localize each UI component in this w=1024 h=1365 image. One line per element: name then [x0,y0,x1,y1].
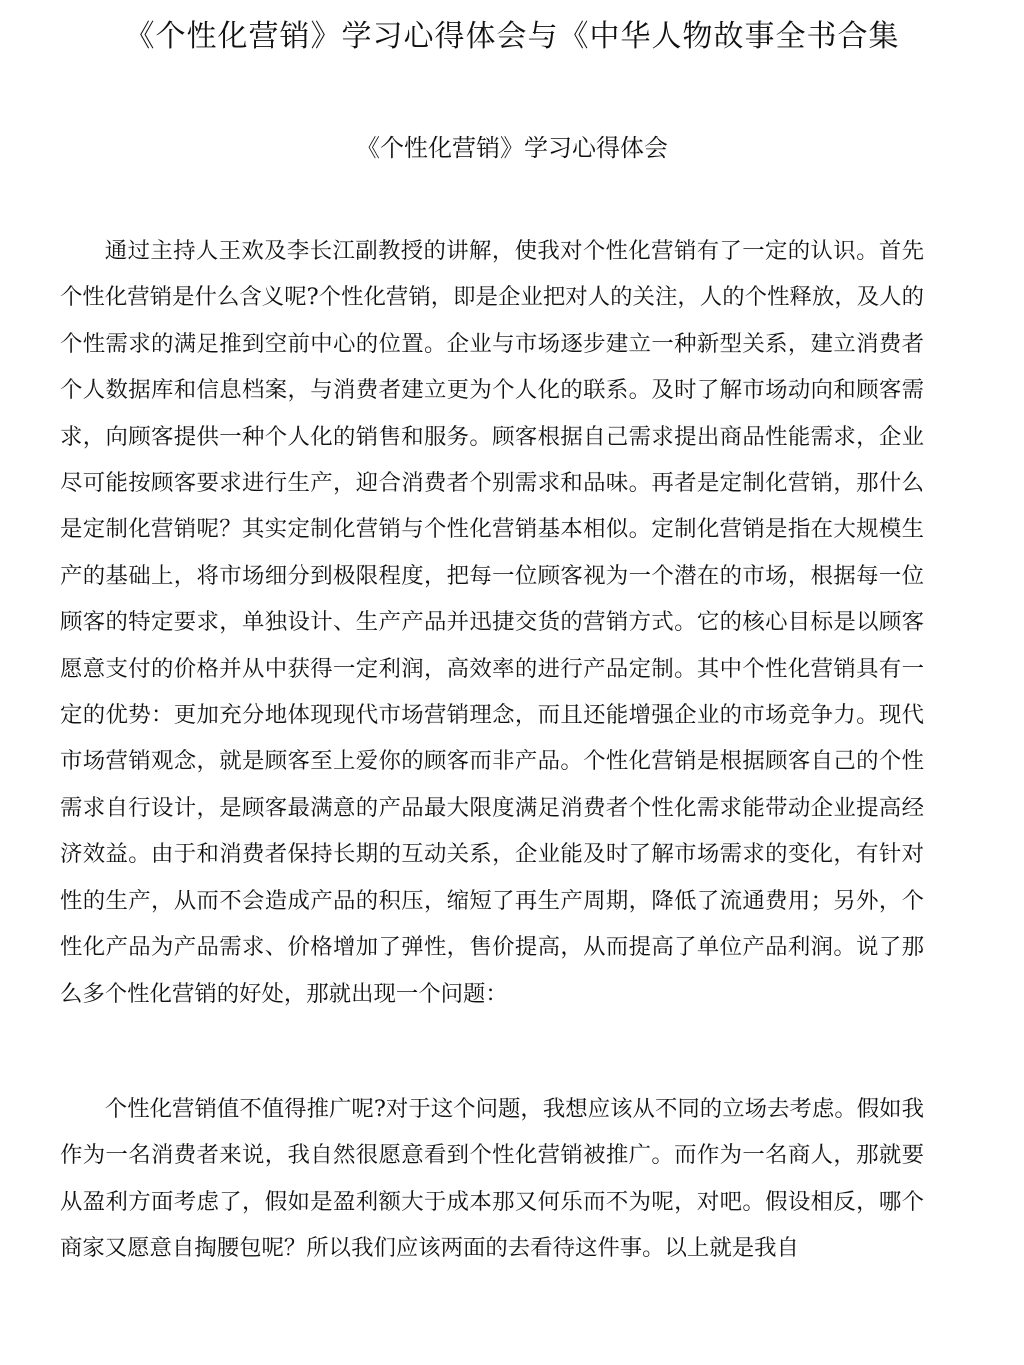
body-paragraph: 个性化营销值不值得推广呢?对于这个问题，我想应该从不同的立场去考虑。假如我作为一名消费者来说，我自然很愿意看到个性化营销被推广。而作为一名商人，那就要从盈利方面考虑了，假如是盈利额大于成本那又何乐而不为呢，对吧。假设相反，哪个商家又愿意自掏腰包呢？所以我们应该两面的去看待这件事。以上就是我自 [60,1096,924,1262]
body-paragraph: 通过主持人王欢及李长江副教授的讲解，使我对个性化营销有了一定的认识。首先个性化营销是什么含义呢?个性化营销，即是企业把对人的关注，人的个性释放，及人的个性需求的满足推到空前中心的位置。企业与市场逐步建立一种新型关系，建立消费者个人数据库和信息档案，与消费者建立更为个人化的联系。及时了解市场动向和顾客需求，向顾客提供一种个人化的销售和服务。顾客根据自己需求提出商品性能需求，企业尽可能按顾客要求进行生产，迎合消费者个别需求和品味。再者是定制化营销，那什么是定制化营销呢？其实定制化营销与个性化营销基本相似。定制化营销是指在大规模生产的基础上，将市场细分到极限程度，把每一位顾客视为一个潜在的市场，根据每一位顾客的特定要求，单独设计、生产产品并迅捷交货的营销方式。它的核心目标是以顾客愿意支付的价格并从中获得一定利润，高效率的进行产品定制。其中个性化营销具有一定的优势：更加充分地体现现代市场营销理念，而且还能增强企业的市场竞争力。现代市场营销观念，就是顾客至上爱你的顾客而非产品。个性化营销是根据顾客自己的个性需求自行设计，是顾客最满意的产品最大限度满足消费者个性化需求能带动企业提高经济效益。由于和消费者保持长期的互动关系，企业能及时了解市场需求的变化，有针对性的生产，从而不会造成产品的积压，缩短了再生产周期，降低了流通费用；另外，个性化产品为产品需求、价格增加了弹性，售价提高，从而提高了单位产品利润。说了那么多个性化营销的好处，那就出现一个问题： [60,238,924,1007]
document-title: 《个性化营销》学习心得体会与《中华人物故事全书合集 [124,19,900,54]
section-title: 《个性化营销》学习心得体会 [356,134,668,162]
